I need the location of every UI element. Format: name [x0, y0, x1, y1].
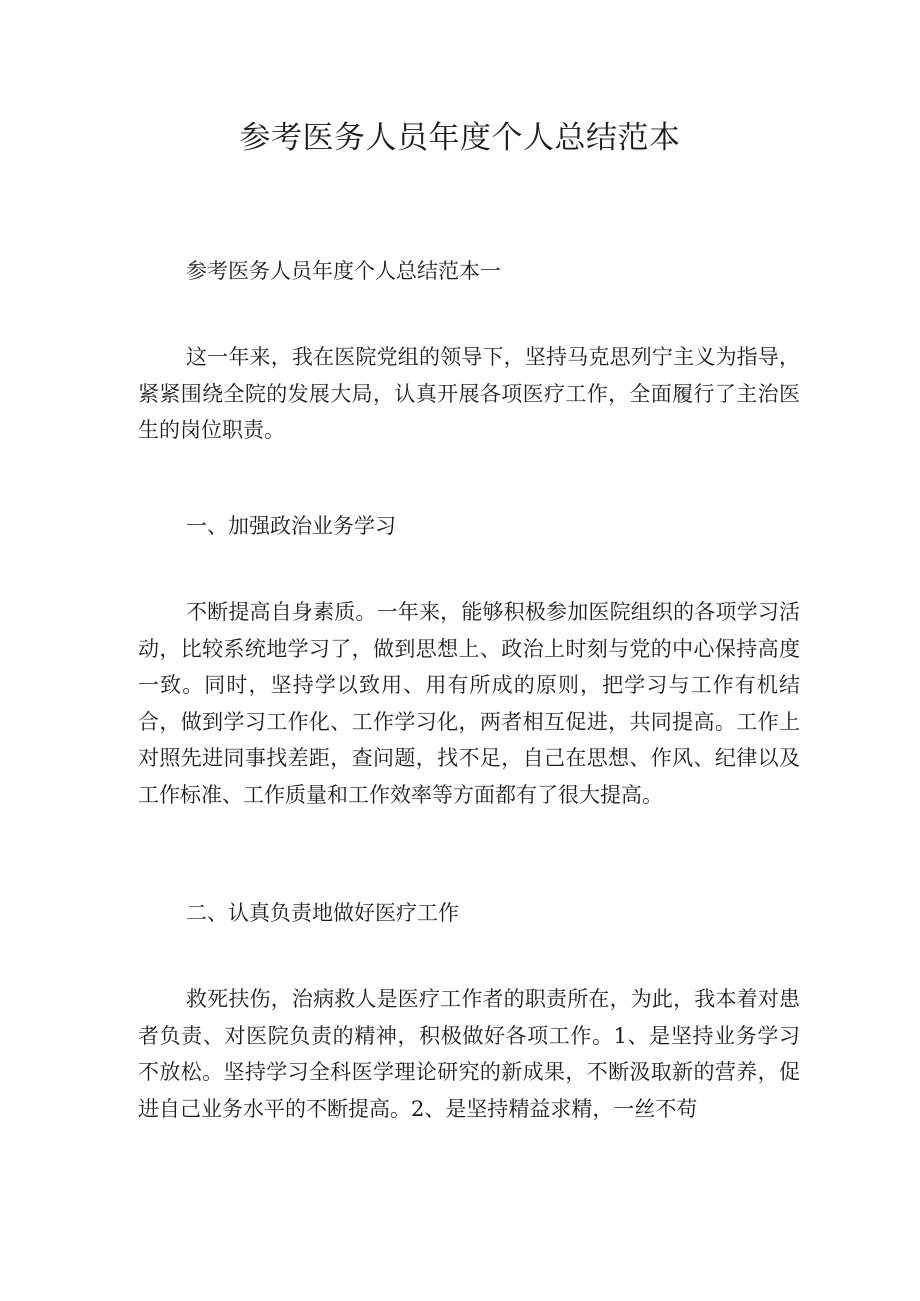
intro-paragraph: 这一年来，我在医院党组的领导下，坚持马克思列宁主义为指导，紧紧围绕全院的发展大局，认真开展各项医疗工作，全面履行了主治医生的岗位职责。 [138, 345, 800, 442]
section-2-heading: 二、认真负责地做好医疗工作 [186, 901, 459, 925]
subtitle: 参考医务人员年度个人总结范本一 [186, 259, 501, 283]
document-title: 参考医务人员年度个人总结范本 [239, 120, 681, 156]
section-2-paragraph: 救死扶伤，治病救人是医疗工作者的职责所在，为此，我本着对患者负责、对医院负责的精神，积极做好各项工作。1、是坚持业务学习不放松。坚持学习全科医学理论研究的新成果，不断汲取新的营养，促进自己业务水平的不断提高。2、是坚持精益求精，一丝不苟 [138, 987, 800, 1121]
section-1-heading: 一、加强政治业务学习 [186, 514, 396, 538]
section-1-paragraph: 不断提高自身素质。一年来，能够积极参加医院组织的各项学习活动，比较系统地学习了，做到思想上、政治上时刻与党的中心保持高度一致。同时，坚持学以致用、用有所成的原则，把学习与工作有机结合，做到学习工作化、工作学习化，两者相互促进，共同提高。工作上对照先进同事找差距，查问题，找不足，自己在思想、作风、纪律以及工作标准、工作质量和工作效率等方面都有了很大提高。 [138, 600, 800, 807]
